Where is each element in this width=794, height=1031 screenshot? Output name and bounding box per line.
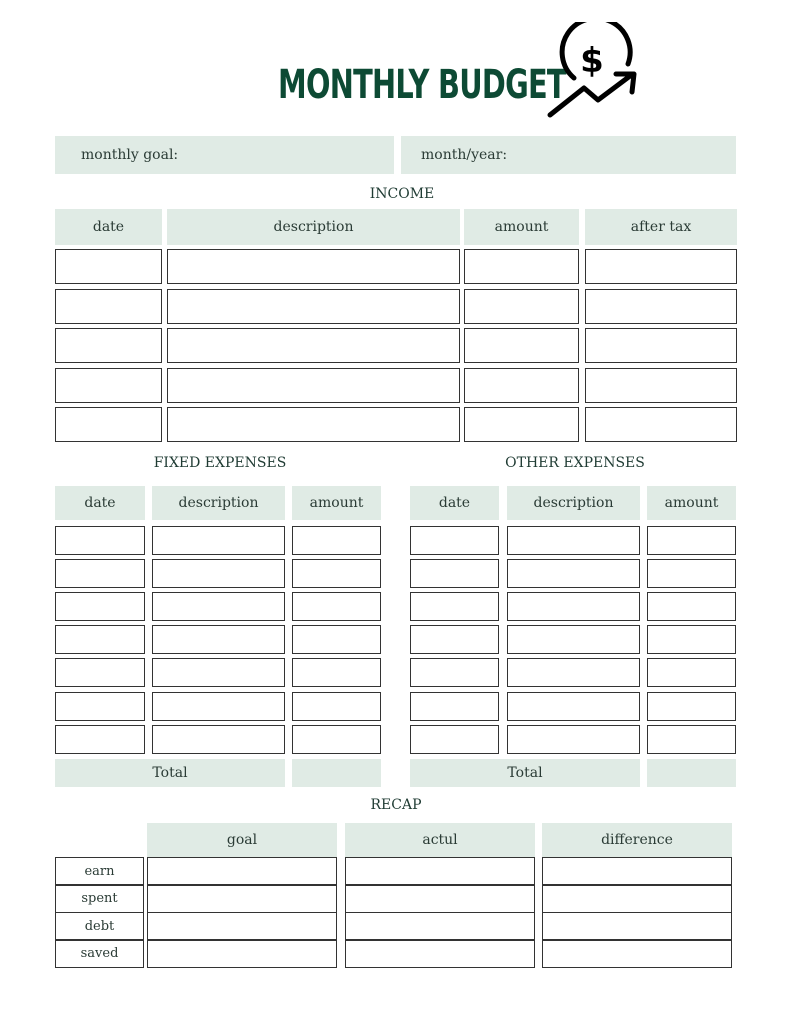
- month-year-field[interactable]: [401, 136, 736, 174]
- fixed-expenses-title: FIXED EXPENSES: [153, 455, 287, 471]
- other-cell[interactable]: [507, 559, 640, 588]
- income-cell[interactable]: [55, 249, 162, 284]
- recap-cell[interactable]: [147, 885, 337, 913]
- other-cell[interactable]: [647, 526, 736, 555]
- income-cell[interactable]: [167, 407, 460, 442]
- recap-row-label-spent: spent: [55, 885, 144, 913]
- fixed-cell[interactable]: [55, 625, 145, 654]
- recap-header-2: difference: [542, 823, 732, 857]
- fixed-cell[interactable]: [152, 592, 285, 621]
- income-cell[interactable]: [585, 289, 737, 324]
- other-cell[interactable]: [410, 658, 499, 687]
- income-header-3: after tax: [585, 209, 737, 245]
- recap-section-title: RECAP: [370, 797, 422, 813]
- other-cell[interactable]: [410, 559, 499, 588]
- income-cell[interactable]: [55, 407, 162, 442]
- recap-row-label-debt: debt: [55, 912, 144, 940]
- other-cell[interactable]: [507, 526, 640, 555]
- recap-cell[interactable]: [345, 912, 535, 940]
- income-header-2: amount: [464, 209, 579, 245]
- fixed-cell[interactable]: [55, 725, 145, 754]
- other-cell[interactable]: [647, 559, 736, 588]
- other-cell[interactable]: [410, 592, 499, 621]
- fixed-header-1: description: [152, 486, 285, 520]
- recap-cell[interactable]: [147, 857, 337, 885]
- other-cell[interactable]: [507, 658, 640, 687]
- income-cell[interactable]: [167, 368, 460, 403]
- fixed-cell[interactable]: [292, 592, 381, 621]
- income-cell[interactable]: [167, 289, 460, 324]
- recap-cell[interactable]: [542, 940, 732, 968]
- income-cell[interactable]: [464, 249, 579, 284]
- monthly-goal-field[interactable]: [55, 136, 394, 174]
- fixed-cell[interactable]: [55, 658, 145, 687]
- fixed-cell[interactable]: [152, 526, 285, 555]
- income-cell[interactable]: [55, 328, 162, 363]
- other-cell[interactable]: [410, 725, 499, 754]
- dollar-growth-icon: [544, 22, 644, 122]
- other-cell[interactable]: [507, 692, 640, 721]
- income-cell[interactable]: [585, 249, 737, 284]
- fixed-cell[interactable]: [55, 559, 145, 588]
- income-cell[interactable]: [55, 289, 162, 324]
- fixed-cell[interactable]: [292, 692, 381, 721]
- fixed-cell[interactable]: [292, 625, 381, 654]
- income-cell[interactable]: [464, 407, 579, 442]
- fixed-cell[interactable]: [152, 725, 285, 754]
- fixed-cell[interactable]: [152, 559, 285, 588]
- other-cell[interactable]: [647, 692, 736, 721]
- fixed-cell[interactable]: [152, 625, 285, 654]
- fixed-cell[interactable]: [152, 658, 285, 687]
- income-cell[interactable]: [585, 407, 737, 442]
- income-cell[interactable]: [585, 328, 737, 363]
- recap-cell[interactable]: [542, 885, 732, 913]
- income-cell[interactable]: [464, 289, 579, 324]
- other-header-1: description: [507, 486, 640, 520]
- other-cell[interactable]: [507, 592, 640, 621]
- fixed-header-2: amount: [292, 486, 381, 520]
- other-header-0: date: [410, 486, 499, 520]
- income-header-1: description: [167, 209, 460, 245]
- fixed-cell[interactable]: [55, 592, 145, 621]
- fixed-cell[interactable]: [292, 526, 381, 555]
- other-expenses-title: OTHER EXPENSES: [505, 455, 645, 471]
- svg-text:$: $: [580, 41, 604, 81]
- recap-cell[interactable]: [147, 940, 337, 968]
- page-title: MONTHLY BUDGET: [278, 62, 566, 108]
- other-cell[interactable]: [647, 625, 736, 654]
- fixed-cell[interactable]: [55, 692, 145, 721]
- other-header-2: amount: [647, 486, 736, 520]
- income-cell[interactable]: [55, 368, 162, 403]
- recap-header-0: goal: [147, 823, 337, 857]
- other-cell[interactable]: [410, 625, 499, 654]
- income-header-0: date: [55, 209, 162, 245]
- recap-cell[interactable]: [542, 857, 732, 885]
- fixed-total-value[interactable]: [292, 759, 381, 787]
- recap-cell[interactable]: [345, 940, 535, 968]
- fixed-header-0: date: [55, 486, 145, 520]
- income-cell[interactable]: [464, 368, 579, 403]
- other-cell[interactable]: [647, 592, 736, 621]
- other-cell[interactable]: [647, 725, 736, 754]
- fixed-cell[interactable]: [152, 692, 285, 721]
- other-total-label: Total: [410, 759, 640, 787]
- recap-row-label-earn: earn: [55, 857, 144, 885]
- other-cell[interactable]: [647, 658, 736, 687]
- recap-cell[interactable]: [542, 912, 732, 940]
- other-total-value[interactable]: [647, 759, 736, 787]
- income-section-title: INCOME: [369, 186, 435, 202]
- recap-cell[interactable]: [345, 857, 535, 885]
- recap-row-label-saved: saved: [55, 940, 144, 968]
- recap-cell[interactable]: [345, 885, 535, 913]
- income-cell[interactable]: [464, 328, 579, 363]
- income-cell[interactable]: [167, 328, 460, 363]
- recap-cell[interactable]: [147, 912, 337, 940]
- income-cell[interactable]: [167, 249, 460, 284]
- fixed-total-label: Total: [55, 759, 285, 787]
- month-year-label: month/year:: [421, 147, 508, 163]
- fixed-cell[interactable]: [292, 559, 381, 588]
- fixed-cell[interactable]: [292, 725, 381, 754]
- monthly-goal-label: monthly goal:: [81, 147, 179, 163]
- fixed-cell[interactable]: [292, 658, 381, 687]
- fixed-cell[interactable]: [55, 526, 145, 555]
- income-cell[interactable]: [585, 368, 737, 403]
- other-cell[interactable]: [507, 625, 640, 654]
- other-cell[interactable]: [410, 526, 499, 555]
- other-cell[interactable]: [507, 725, 640, 754]
- other-cell[interactable]: [410, 692, 499, 721]
- recap-header-1: actul: [345, 823, 535, 857]
